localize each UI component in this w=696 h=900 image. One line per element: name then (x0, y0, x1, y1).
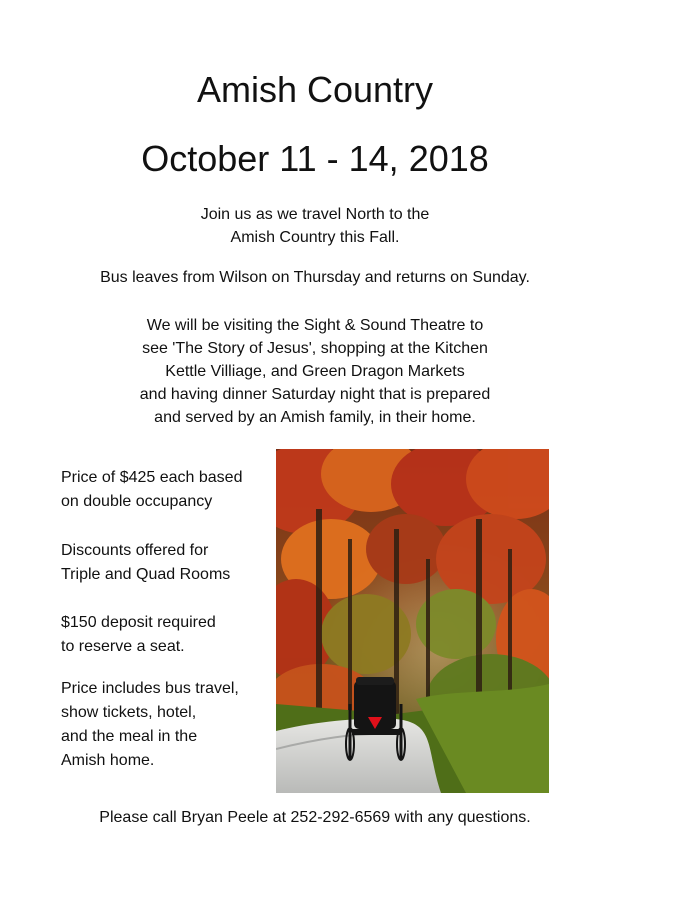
intro-paragraph (0, 203, 630, 249)
includes-line: and the meal in the (61, 728, 198, 745)
discount-line: Triple and Quad Rooms (61, 566, 231, 583)
discount-info (61, 539, 266, 587)
discount-line: Discounts offered for (61, 542, 209, 559)
intro-line: Join us as we travel North to the (200, 206, 430, 223)
page-title: Amish Country (196, 69, 434, 110)
deposit-line: $150 deposit required (61, 614, 216, 631)
amish-buggy-photo (276, 449, 549, 793)
itinerary-line: and having dinner Saturday night that is prepared (139, 386, 491, 403)
amish-buggy-autumn-road-photo-icon (276, 449, 549, 793)
includes-line: show tickets, hotel, (61, 704, 197, 721)
itinerary-paragraph (0, 314, 630, 429)
bus-info: Bus leaves from Wilson on Thursday and returns on Sunday. (100, 269, 530, 286)
itinerary-line: Kettle Villiage, and Green Dragon Markets (165, 363, 465, 380)
contact-line: Please call Bryan Peele at 252-292-6569 with any questions. (99, 809, 531, 826)
itinerary-line: We will be visiting the Sight & Sound Theatre to (146, 317, 484, 334)
price-info (61, 466, 266, 514)
itinerary-line: see 'The Story of Jesus', shopping at the Kitchen (142, 340, 488, 357)
price-line: Price of $425 each based (61, 469, 243, 486)
event-dates: October 11 - 14, 2018 (141, 138, 489, 179)
includes-line: Price includes bus travel, (61, 680, 239, 697)
includes-line: Amish home. (61, 752, 155, 769)
deposit-info (61, 611, 266, 659)
itinerary-line: and served by an Amish family, in their home. (154, 409, 476, 426)
deposit-line: to reserve a seat. (61, 638, 185, 655)
intro-line: Amish Country this Fall. (230, 229, 400, 246)
price-line: on double occupancy (61, 493, 213, 510)
includes-info (61, 677, 266, 773)
